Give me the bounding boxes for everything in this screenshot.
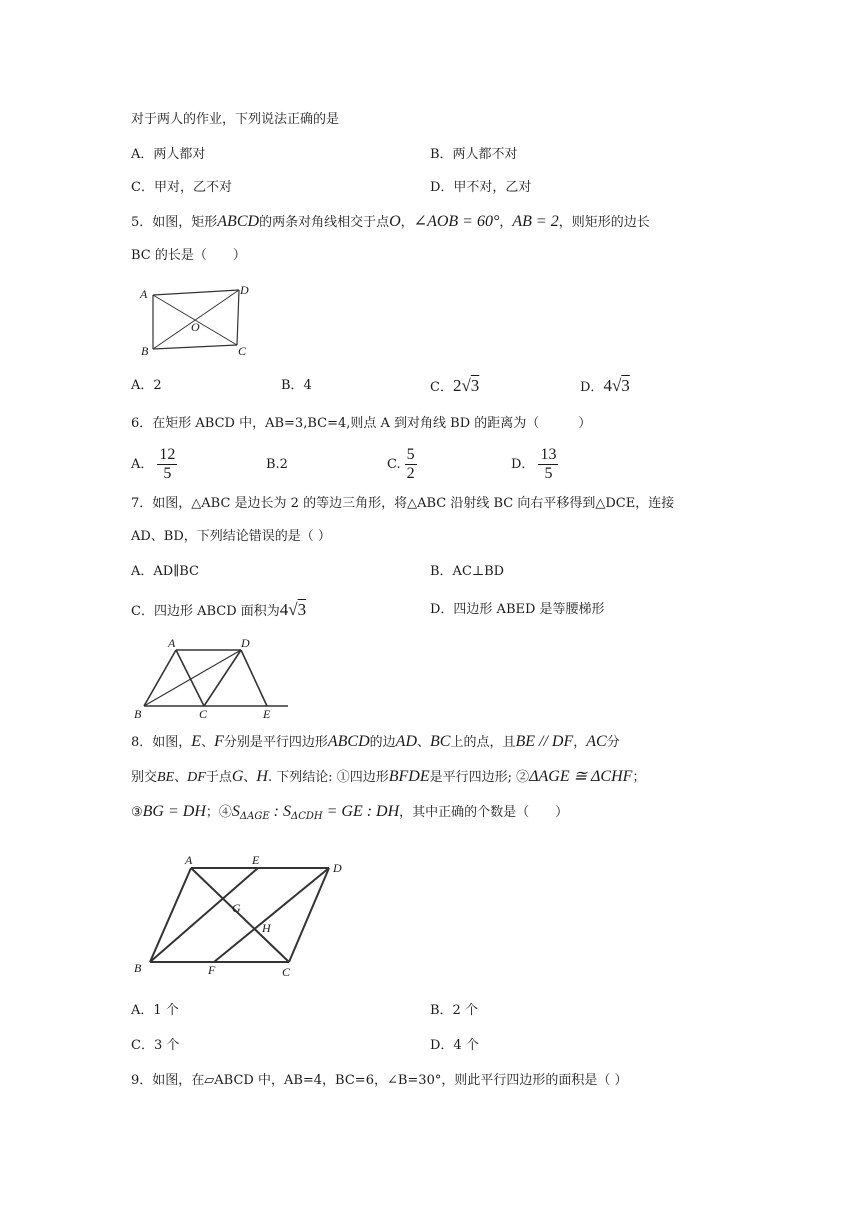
- q6-stem: 6．在矩形 ABCD 中，AB=3,BC=4,则点 A 到对角线 BD 的距离为（ ）: [131, 416, 592, 431]
- q6-option-a: A． $\frac{12}{5}$: [131, 446, 176, 482]
- q7-label-b: B: [134, 707, 142, 721]
- q7-label-a: A: [168, 636, 176, 650]
- q8-stem-line2: 别交BE、DF于点G、H. 下列结论: ①四边形BFDE是平行四边形; ②ΔAGE ≅ ΔCHF；: [131, 768, 646, 785]
- q6-d-fraction: $\frac{13}{5}$: [540, 446, 557, 482]
- q8-label-e: E: [252, 853, 260, 867]
- q4-option-b: B．两人都不对: [430, 147, 518, 162]
- q8-option-b: B．2 个: [430, 1003, 478, 1018]
- q5-label-a: A: [140, 287, 148, 301]
- q5-option-d: D．4√3: [580, 376, 630, 395]
- q7-option-a: A．AD∥BC: [131, 564, 199, 579]
- q5-abcd: ABCD: [217, 213, 260, 230]
- q5-option-a: A．2: [131, 378, 162, 393]
- q8-label-h: H: [262, 921, 271, 935]
- q8-stem-line1: 8．如图，E、F分别是平行四边形ABCD的边AD、BC上的点，且BE // DF，AC分: [131, 733, 620, 750]
- q7-label-e: E: [263, 707, 271, 721]
- q7-trapezoid-figure: [130, 636, 295, 724]
- q5-angle: ∠AOB = 60°: [413, 213, 500, 230]
- q8-parallelogram-figure: [128, 848, 360, 980]
- q5-rectangle-figure: [130, 278, 260, 364]
- q5-label-b: B: [141, 344, 149, 358]
- q5-label-o: O: [191, 320, 200, 334]
- q8-label-b: B: [134, 961, 142, 975]
- q5-stem-line1: 5．如图，矩形ABCD的两条对角线相交于点O，∠AOB = 60°，AB = 2，则矩形的边长: [131, 213, 650, 230]
- q8-stem-line3: ③BG = DH；$④S_{\Delta AGE}$ : $S_{\Delta CDH}$ = GE : DH，其中正确的个数是（ ）: [131, 803, 569, 822]
- q5-stem-line2: BC 的长是（ ）: [131, 248, 246, 263]
- intro-text: 对于两人的作业，下列说法正确的是: [131, 112, 340, 127]
- q8-label-c: C: [282, 965, 291, 979]
- q8-option-c: C．3 个: [131, 1038, 180, 1053]
- q6-option-c: C. $\frac{5}{2}$: [387, 446, 415, 482]
- q8-label-g: G: [232, 901, 241, 915]
- q8-option-d: D．4 个: [430, 1038, 479, 1053]
- q7-option-d: D．四边形 ABED 是等腰梯形: [430, 602, 605, 617]
- q6-c-fraction: $\frac{5}{2}$: [406, 446, 415, 482]
- q6-option-d: D． $\frac{13}{5}$: [511, 446, 557, 482]
- q5-o: O: [389, 213, 401, 230]
- q7-label-d: D: [241, 636, 250, 650]
- q5-option-b: B．4: [281, 378, 312, 393]
- q7-stem-line1: 7．如图，△ABC 是边长为 2 的等边三角形，将△ABC 沿射线 BC 向右平移得到△DCE，连接: [131, 496, 675, 511]
- q7-stem-line2: AD、BD，下列结论错误的是（ ）: [131, 529, 331, 544]
- q7-option-c: C．四边形 ABCD 面积为4√3: [131, 600, 307, 619]
- q8-label-f: F: [208, 963, 216, 977]
- q5-label-c: C: [238, 344, 247, 358]
- q5-ab: AB = 2: [512, 213, 559, 230]
- q5-label-d: D: [240, 283, 249, 297]
- q5-option-c: C．2√3: [430, 376, 480, 395]
- q4-option-c: C．甲对，乙不对: [131, 180, 232, 195]
- q6-option-b: B.2: [266, 457, 288, 472]
- q8-option-a: A．1 个: [131, 1003, 179, 1018]
- q6-a-fraction: $\frac{12}{5}$: [159, 446, 176, 482]
- q8-label-a: A: [185, 853, 193, 867]
- q9-stem: 9．如图，在▱ABCD 中，AB=4，BC=6，∠B=30°，则此平行四边形的面积是（ ）: [131, 1073, 628, 1088]
- q7-option-b: B．AC⊥BD: [430, 564, 505, 579]
- q7-label-c: C: [199, 707, 208, 721]
- q8-label-d: D: [333, 861, 342, 875]
- q4-option-a: A．两人都对: [131, 147, 206, 162]
- q4-option-d: D．甲不对，乙对: [430, 180, 532, 195]
